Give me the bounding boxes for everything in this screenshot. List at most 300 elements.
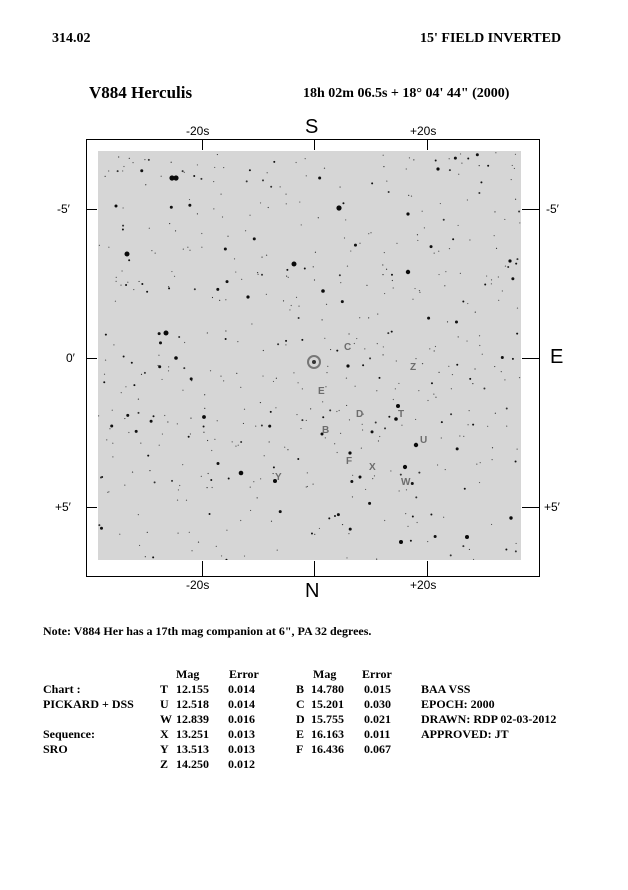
star xyxy=(298,317,300,319)
bottom-tick-label: -20s xyxy=(186,578,210,592)
star xyxy=(127,282,128,283)
tick-mark xyxy=(522,209,539,210)
star xyxy=(293,372,294,373)
star xyxy=(462,300,464,302)
star xyxy=(346,378,347,379)
label-blank xyxy=(43,712,138,727)
star xyxy=(429,348,430,349)
table-row xyxy=(296,682,395,697)
star xyxy=(504,379,505,380)
star xyxy=(388,191,390,193)
star xyxy=(415,358,416,359)
star xyxy=(415,496,417,498)
star xyxy=(354,244,357,247)
star xyxy=(266,294,267,295)
seq-label-z: Z xyxy=(410,362,417,373)
star xyxy=(222,216,223,217)
star xyxy=(376,559,377,560)
credit-drawn: DRAWN: RDP 02-03-2012 xyxy=(421,712,557,726)
star xyxy=(112,456,113,457)
star xyxy=(112,410,113,411)
star xyxy=(306,420,307,421)
star xyxy=(285,194,286,195)
seq-err: 0.016 xyxy=(228,712,255,726)
star xyxy=(479,165,480,166)
star xyxy=(368,317,369,318)
star xyxy=(138,514,139,515)
star xyxy=(285,344,286,345)
table-row xyxy=(160,682,259,697)
star xyxy=(220,194,221,195)
star xyxy=(240,387,241,388)
star xyxy=(460,273,461,274)
star xyxy=(465,535,469,539)
star xyxy=(306,486,307,487)
star xyxy=(235,446,236,447)
star xyxy=(339,410,340,411)
star xyxy=(419,290,420,291)
star xyxy=(462,545,464,547)
right-tick-label: +5′ xyxy=(544,500,560,514)
star xyxy=(170,206,173,209)
star xyxy=(105,334,107,336)
star xyxy=(396,404,400,408)
star xyxy=(168,370,169,371)
star xyxy=(140,443,141,444)
star xyxy=(168,287,170,289)
star xyxy=(452,238,454,240)
star xyxy=(377,313,378,314)
star xyxy=(482,354,483,355)
star xyxy=(121,270,122,271)
star xyxy=(239,471,244,476)
star xyxy=(191,550,192,551)
variable-star-dot xyxy=(312,360,316,364)
star xyxy=(253,481,254,482)
star xyxy=(268,207,269,208)
star xyxy=(341,300,344,303)
star xyxy=(122,229,124,231)
star xyxy=(464,488,466,490)
seq-label-f: F xyxy=(346,456,353,467)
star xyxy=(396,243,397,244)
star xyxy=(144,159,145,160)
star xyxy=(346,364,349,367)
star xyxy=(382,274,383,275)
star xyxy=(155,253,156,254)
star xyxy=(418,472,420,474)
star xyxy=(501,371,502,372)
star xyxy=(216,462,219,465)
star xyxy=(105,176,106,177)
star xyxy=(406,168,407,169)
star xyxy=(139,545,140,546)
star xyxy=(287,449,288,450)
star xyxy=(368,233,369,234)
star xyxy=(342,202,344,204)
seq-mag: 15.755 xyxy=(311,712,344,726)
star xyxy=(189,250,190,251)
seq-mag: 12.518 xyxy=(176,697,209,711)
seq-label-x: X xyxy=(369,462,376,473)
star xyxy=(334,515,336,517)
star xyxy=(359,317,360,318)
star xyxy=(318,217,319,218)
star xyxy=(228,478,230,480)
left-tick-label: -5′ xyxy=(57,202,70,216)
tick-mark xyxy=(87,507,97,508)
seq-label-c: C xyxy=(344,342,352,353)
chart-id: 314.02 xyxy=(52,31,91,46)
star xyxy=(125,386,126,387)
star xyxy=(467,199,468,200)
star xyxy=(201,476,202,477)
star xyxy=(346,405,347,406)
star xyxy=(321,319,322,320)
star xyxy=(182,170,184,172)
star xyxy=(314,534,315,535)
star xyxy=(243,423,244,424)
star xyxy=(458,225,459,226)
star xyxy=(449,158,450,159)
star xyxy=(115,205,118,208)
star xyxy=(100,527,103,530)
star xyxy=(417,234,418,235)
star xyxy=(448,366,449,367)
seq-err: 0.015 xyxy=(364,682,391,696)
star xyxy=(491,283,492,284)
star xyxy=(167,421,168,422)
seq-id: T xyxy=(160,682,169,696)
star xyxy=(362,424,363,425)
star xyxy=(107,492,108,493)
sequence-table-2 xyxy=(296,682,395,757)
star xyxy=(188,204,191,207)
star xyxy=(379,436,380,437)
seq-id: W xyxy=(160,712,172,726)
seq-mag: 16.436 xyxy=(311,742,344,756)
seq-err: 0.012 xyxy=(228,757,255,771)
seq-err: 0.013 xyxy=(228,727,255,741)
star xyxy=(99,245,100,246)
star xyxy=(449,169,451,171)
star xyxy=(104,374,105,375)
coordinates: 18h 02m 06.5s + 18° 04' 44" (2000) xyxy=(303,86,510,101)
star xyxy=(350,250,351,251)
star xyxy=(207,332,208,333)
star xyxy=(366,285,367,286)
star xyxy=(401,425,402,426)
star xyxy=(472,383,473,384)
seq-label-u: U xyxy=(420,435,428,446)
star xyxy=(273,473,274,474)
star xyxy=(371,182,373,184)
seq-mag: 14.250 xyxy=(176,757,209,771)
star xyxy=(517,307,518,308)
star xyxy=(451,388,452,389)
star xyxy=(141,283,143,285)
col2-error-header: Error xyxy=(362,667,392,681)
star xyxy=(203,432,204,433)
star xyxy=(506,426,507,427)
star xyxy=(221,555,222,556)
star xyxy=(138,281,139,282)
seq-id: E xyxy=(296,727,305,741)
star xyxy=(356,338,357,339)
star xyxy=(147,455,149,457)
star xyxy=(375,422,377,424)
seq-mag: 13.513 xyxy=(176,742,209,756)
star xyxy=(435,397,436,398)
star xyxy=(325,437,326,438)
label-chart-source: PICKARD + DSS xyxy=(43,697,134,711)
star xyxy=(483,387,485,389)
star xyxy=(112,443,113,444)
star xyxy=(213,208,214,209)
star xyxy=(197,164,198,165)
star xyxy=(455,320,458,323)
star xyxy=(441,421,443,423)
star xyxy=(289,309,290,310)
star xyxy=(435,160,437,162)
star xyxy=(244,409,245,410)
star xyxy=(100,477,102,479)
star xyxy=(113,344,114,345)
star xyxy=(296,414,297,415)
star xyxy=(384,252,385,253)
star xyxy=(284,447,285,448)
star xyxy=(406,212,409,215)
star xyxy=(361,448,362,449)
label-chart: Chart : xyxy=(43,682,81,696)
star xyxy=(182,464,183,465)
star xyxy=(304,267,306,269)
star xyxy=(345,219,346,220)
star xyxy=(250,486,251,487)
star xyxy=(225,559,227,560)
star xyxy=(392,280,393,281)
star xyxy=(340,282,341,283)
star xyxy=(508,259,511,262)
star xyxy=(240,441,242,443)
star xyxy=(411,196,412,197)
star xyxy=(250,510,251,511)
star xyxy=(191,380,192,381)
table-row xyxy=(160,757,259,772)
star xyxy=(286,203,287,204)
star xyxy=(376,390,377,391)
star xyxy=(447,321,448,322)
star xyxy=(408,195,409,196)
star xyxy=(276,378,277,379)
star xyxy=(251,323,252,324)
seq-err: 0.014 xyxy=(228,697,255,711)
star xyxy=(183,367,185,369)
star xyxy=(305,158,306,159)
star xyxy=(131,362,133,364)
table-row xyxy=(296,742,395,757)
star xyxy=(168,286,169,287)
star xyxy=(296,297,297,298)
star xyxy=(219,300,220,301)
star xyxy=(435,346,436,347)
tick-mark xyxy=(202,140,203,150)
star xyxy=(103,381,105,383)
star xyxy=(216,546,217,547)
star xyxy=(116,281,117,282)
tick-mark xyxy=(314,561,315,576)
seq-id: F xyxy=(296,742,304,756)
credit-epoch: EPOCH: 2000 xyxy=(421,697,495,711)
star xyxy=(459,435,460,436)
star xyxy=(340,433,341,434)
star xyxy=(262,375,263,376)
star xyxy=(207,440,208,441)
star xyxy=(479,335,480,336)
chart-info-labels xyxy=(43,682,138,757)
star xyxy=(479,482,480,483)
star xyxy=(346,557,347,558)
star xyxy=(115,301,116,302)
star xyxy=(324,168,325,169)
star xyxy=(494,366,495,367)
star xyxy=(187,247,188,248)
star xyxy=(386,269,387,270)
star xyxy=(147,532,148,533)
star xyxy=(311,533,313,535)
seq-id: X xyxy=(160,727,169,741)
star xyxy=(202,415,206,419)
star xyxy=(484,283,486,285)
star xyxy=(369,357,371,359)
star xyxy=(217,154,218,155)
star xyxy=(374,475,375,476)
star xyxy=(273,161,275,163)
star xyxy=(246,295,249,298)
star xyxy=(336,205,341,210)
tick-mark xyxy=(314,140,315,150)
star xyxy=(190,377,193,380)
star xyxy=(504,219,505,220)
variable-star-marker xyxy=(307,355,321,369)
table-row xyxy=(296,727,395,742)
star xyxy=(344,237,345,238)
star xyxy=(364,348,365,349)
star xyxy=(175,230,176,231)
star xyxy=(171,162,172,163)
star xyxy=(260,202,261,203)
star xyxy=(339,274,341,276)
star xyxy=(418,390,419,391)
star xyxy=(487,165,489,167)
credit-approved: APPROVED: JT xyxy=(421,727,509,741)
star xyxy=(300,428,301,429)
star xyxy=(122,225,124,227)
star xyxy=(128,259,130,261)
star xyxy=(275,407,276,408)
star xyxy=(108,247,109,248)
col1-mag-header: Mag xyxy=(176,667,200,681)
star xyxy=(133,289,134,290)
star xyxy=(350,480,353,483)
star xyxy=(236,373,237,374)
star xyxy=(146,291,148,293)
star xyxy=(342,524,343,525)
star xyxy=(310,408,311,409)
star xyxy=(137,412,139,414)
star xyxy=(123,166,124,167)
chart-credits xyxy=(421,682,560,742)
star xyxy=(214,439,215,440)
star xyxy=(177,533,178,534)
star xyxy=(283,300,284,301)
star xyxy=(326,304,327,305)
star xyxy=(359,243,360,244)
star xyxy=(161,379,162,380)
star xyxy=(382,264,383,265)
table-row xyxy=(160,712,259,727)
star xyxy=(348,533,349,534)
star xyxy=(434,535,437,538)
star xyxy=(225,338,227,340)
star xyxy=(98,524,100,526)
star xyxy=(227,236,228,237)
star xyxy=(334,443,335,444)
tick-mark xyxy=(202,561,203,576)
star xyxy=(441,437,442,438)
star xyxy=(213,181,214,182)
direction-right: E xyxy=(550,346,564,368)
star xyxy=(494,235,495,236)
star xyxy=(198,542,199,543)
star xyxy=(173,175,178,180)
star xyxy=(255,425,256,426)
star xyxy=(456,447,459,450)
seq-err: 0.067 xyxy=(364,742,391,756)
star xyxy=(273,381,274,382)
star xyxy=(495,413,496,414)
star xyxy=(116,277,117,278)
seq-mag: 14.780 xyxy=(311,682,344,696)
star xyxy=(122,170,123,171)
star xyxy=(450,554,452,556)
star xyxy=(393,287,394,288)
star xyxy=(217,420,218,421)
star xyxy=(223,167,224,168)
star xyxy=(383,155,384,156)
star xyxy=(241,279,242,280)
star xyxy=(273,466,275,468)
star xyxy=(398,383,399,384)
star xyxy=(433,394,434,395)
star xyxy=(414,443,418,447)
star xyxy=(387,332,389,334)
star xyxy=(515,550,517,552)
star xyxy=(144,372,146,374)
star xyxy=(469,378,471,380)
star xyxy=(148,159,150,161)
star xyxy=(517,449,518,450)
star xyxy=(336,350,338,352)
star xyxy=(128,432,129,433)
star xyxy=(383,346,384,347)
star xyxy=(234,258,235,259)
star xyxy=(319,528,320,529)
star xyxy=(393,399,394,400)
seq-label-t: T xyxy=(398,409,405,420)
star xyxy=(203,426,205,428)
seq-mag: 12.839 xyxy=(176,712,209,726)
